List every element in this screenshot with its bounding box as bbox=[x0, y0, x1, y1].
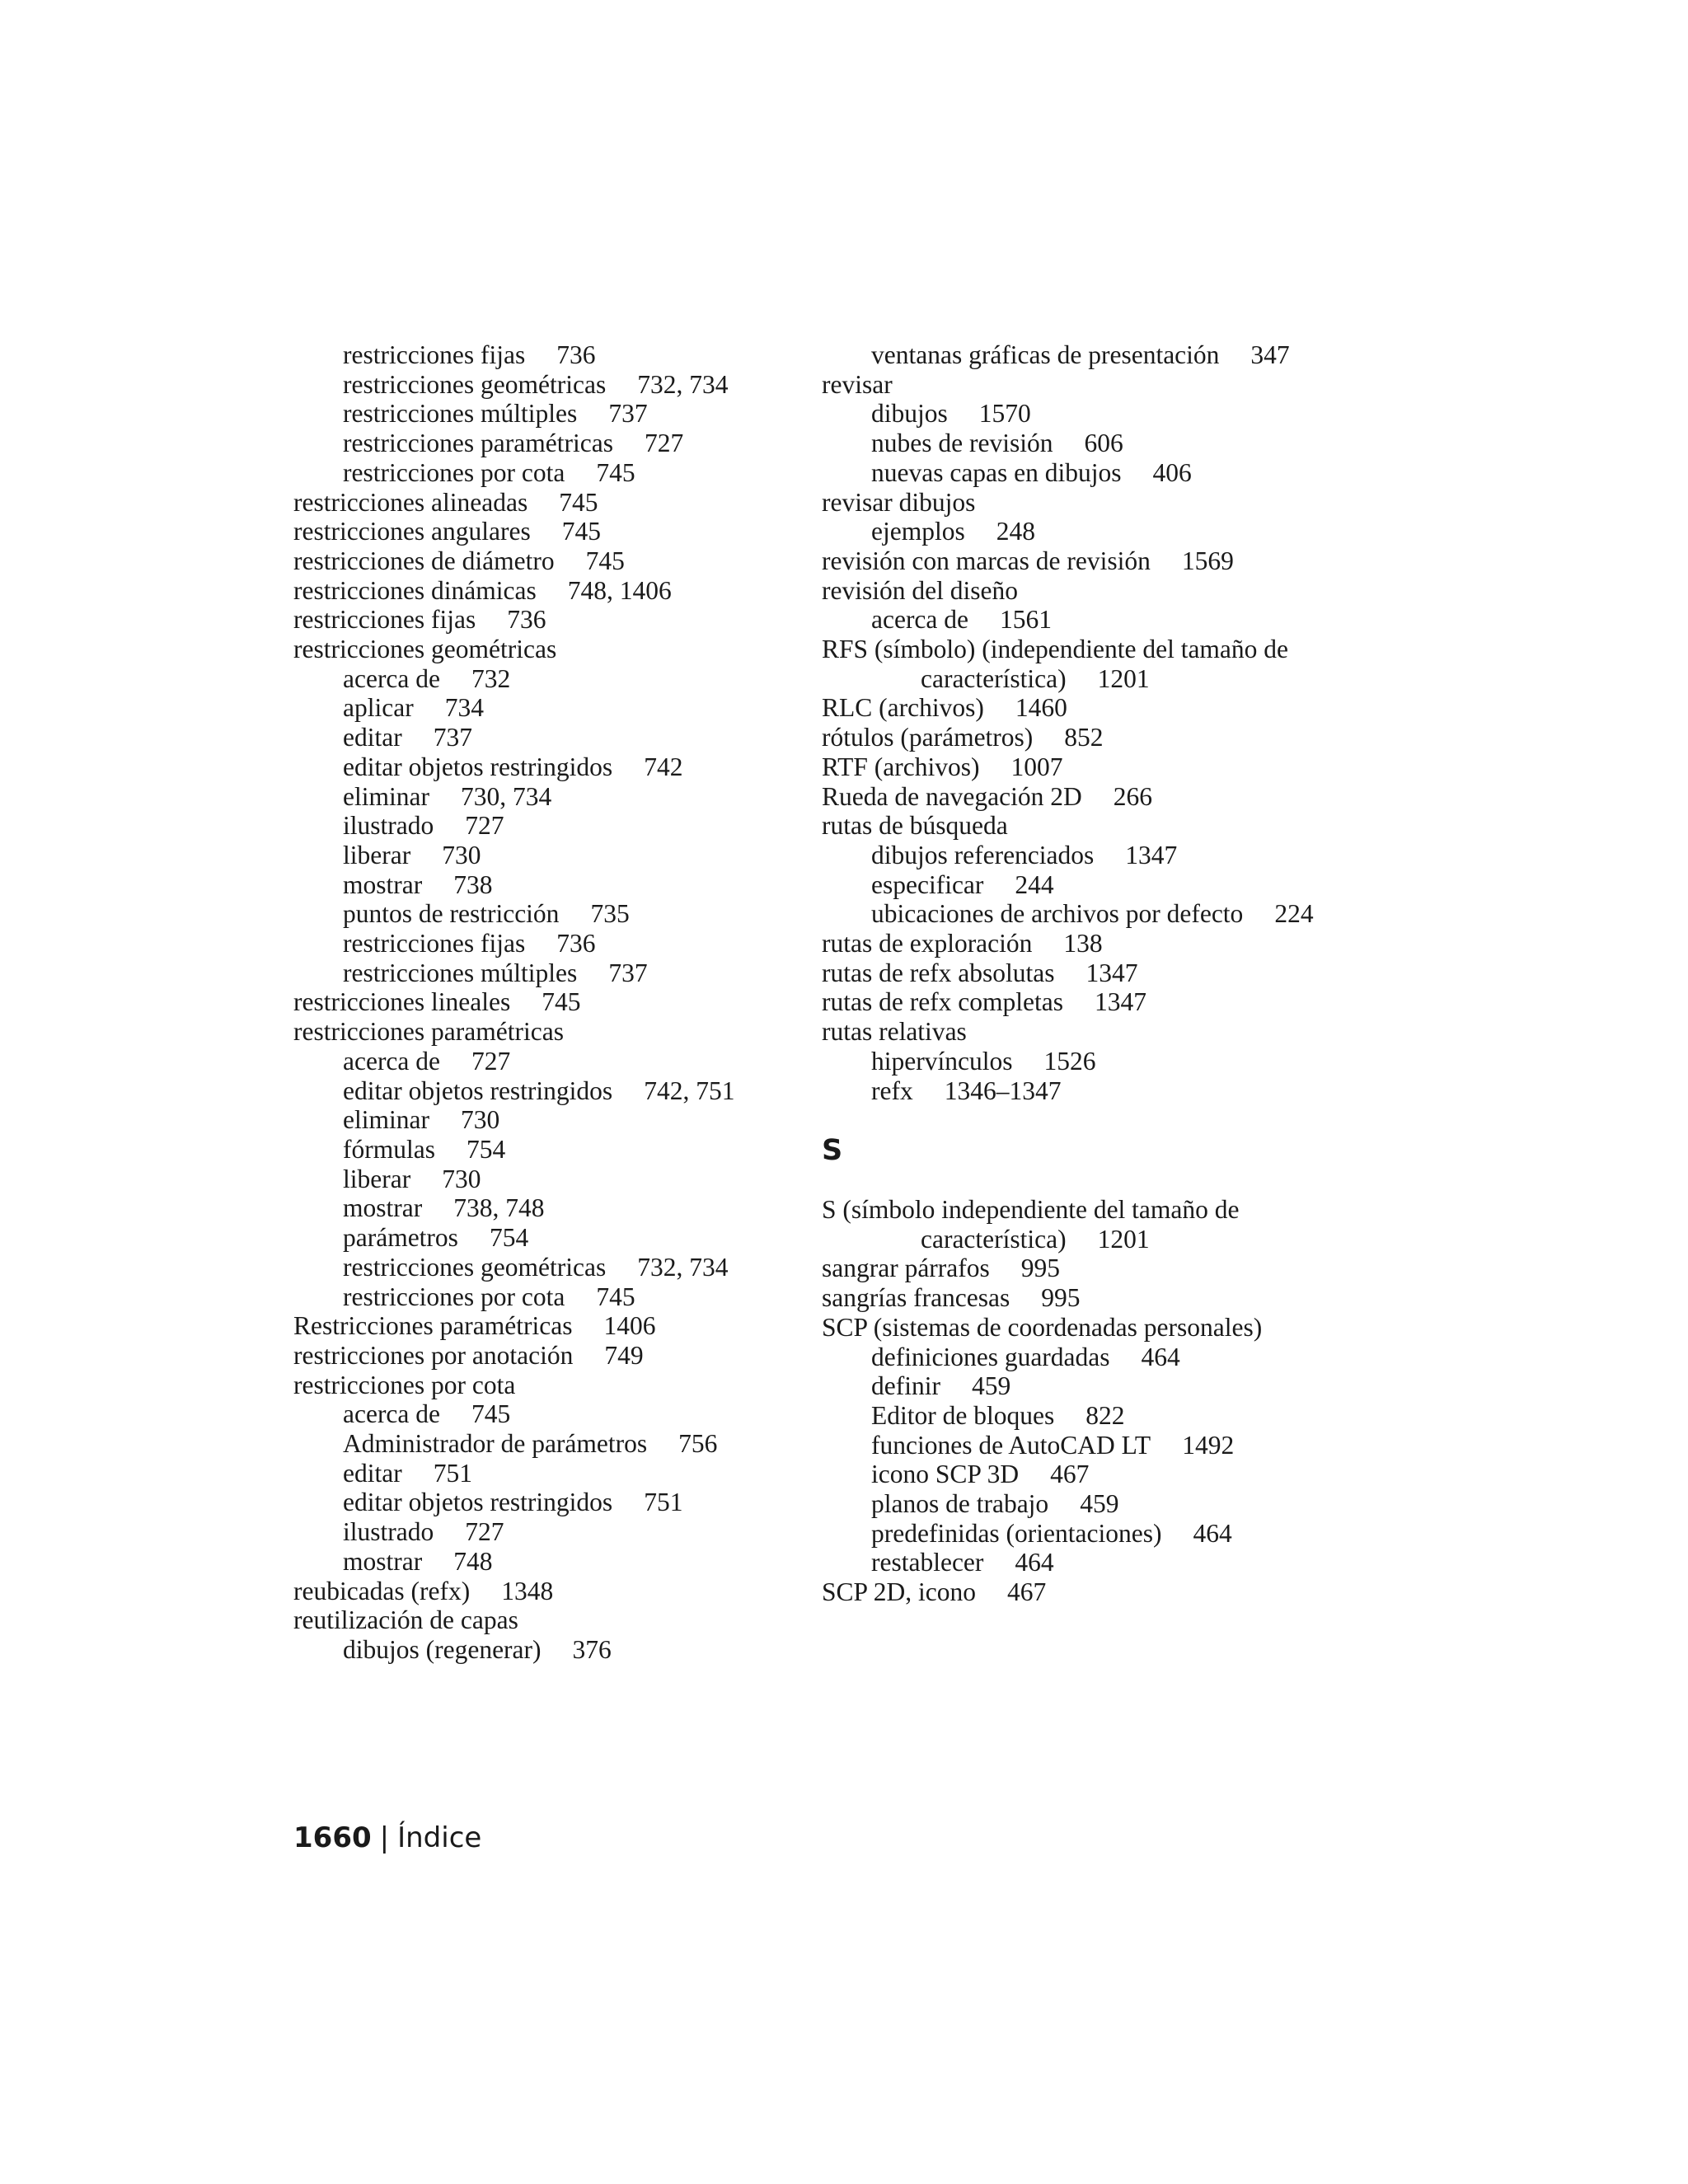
index-page-ref: 266 bbox=[1113, 781, 1153, 811]
index-entry bbox=[822, 370, 1349, 400]
index-page-ref: 995 bbox=[1020, 1254, 1061, 1283]
index-page-ref: 1570 bbox=[978, 399, 1031, 429]
index-column-right bbox=[822, 340, 1349, 1607]
index-page-ref: 1347 bbox=[1085, 958, 1138, 987]
index-term: restricciones fijas bbox=[343, 340, 526, 369]
index-entry bbox=[822, 1460, 1349, 1489]
index-term: rutas de exploración bbox=[822, 929, 1033, 958]
index-page-ref: 737 bbox=[433, 723, 472, 752]
index-term: acerca de bbox=[343, 1399, 441, 1429]
index-entry bbox=[293, 429, 788, 458]
index-entry bbox=[822, 1343, 1349, 1372]
index-entry bbox=[293, 752, 788, 782]
index-entry bbox=[822, 987, 1349, 1017]
index-entry bbox=[293, 1635, 788, 1665]
index-entry bbox=[822, 723, 1349, 752]
index-page-ref: 727 bbox=[471, 1046, 511, 1076]
index-page-ref: 1347 bbox=[1095, 987, 1147, 1017]
index-page-ref: 1201 bbox=[1097, 663, 1150, 693]
index-page-ref: 464 bbox=[1193, 1518, 1232, 1548]
index-page-ref: 1526 bbox=[1043, 1046, 1096, 1076]
index-term: rutas de refx completas bbox=[822, 987, 1064, 1017]
index-entry bbox=[293, 1193, 788, 1223]
index-term: RLC (archivos) bbox=[822, 693, 984, 723]
index-term: dibujos (regenerar) bbox=[343, 1634, 542, 1664]
index-entry bbox=[293, 1429, 788, 1459]
index-page-ref: 244 bbox=[1015, 869, 1054, 899]
index-term: mostrar bbox=[343, 869, 423, 899]
index-term: restricciones por cota bbox=[343, 457, 565, 487]
index-page-ref: 749 bbox=[604, 1340, 644, 1370]
index-term: funciones de AutoCAD LT bbox=[871, 1430, 1151, 1460]
index-page-ref: 745 bbox=[559, 487, 598, 517]
index-term: editar bbox=[343, 723, 402, 752]
footer-separator: | bbox=[379, 1821, 390, 1854]
index-page-ref: 406 bbox=[1152, 457, 1192, 487]
index-entry bbox=[293, 1135, 788, 1165]
index-entry bbox=[293, 340, 788, 370]
index-entry bbox=[293, 841, 788, 870]
index-term: revisión con marcas de revisión bbox=[822, 546, 1151, 575]
index-entry bbox=[822, 429, 1349, 458]
index-entry bbox=[293, 1076, 788, 1106]
index-page-ref: 727 bbox=[465, 811, 504, 841]
index-page-ref: 737 bbox=[608, 399, 648, 429]
index-term: restricciones de diámetro bbox=[293, 546, 555, 575]
index-entry bbox=[293, 1165, 788, 1194]
index-page-ref: 248 bbox=[996, 517, 1035, 546]
index-page-ref: 347 bbox=[1250, 340, 1290, 369]
index-page-ref: 735 bbox=[590, 899, 630, 929]
index-page-ref: 464 bbox=[1015, 1548, 1054, 1577]
index-page-ref: 376 bbox=[572, 1634, 612, 1664]
index-page-ref: 1346–1347 bbox=[944, 1076, 1062, 1105]
index-page-ref: 1569 bbox=[1181, 546, 1234, 575]
index-page-ref: 1348 bbox=[501, 1576, 554, 1605]
index-page-ref: 751 bbox=[433, 1458, 472, 1488]
index-page-ref: 732, 734 bbox=[637, 369, 729, 399]
index-term: editar bbox=[343, 1458, 402, 1488]
index-entry bbox=[822, 1519, 1349, 1549]
index-page-ref: 1007 bbox=[1010, 752, 1063, 781]
index-term: parámetros bbox=[343, 1223, 458, 1253]
index-entry bbox=[822, 1017, 1349, 1047]
index-entry bbox=[293, 870, 788, 900]
index-term: definir bbox=[871, 1371, 940, 1401]
index-entry bbox=[293, 1459, 788, 1488]
index-page-ref: 754 bbox=[466, 1134, 506, 1164]
page-footer bbox=[293, 1821, 481, 1854]
index-entry bbox=[822, 458, 1349, 488]
index-term: revisar bbox=[822, 369, 893, 399]
index-page-ref: 748 bbox=[453, 1546, 493, 1576]
index-term: especificar bbox=[871, 869, 984, 899]
index-term: ilustrado bbox=[343, 811, 434, 841]
index-column-left bbox=[293, 340, 788, 1665]
index-term: rutas relativas bbox=[822, 1017, 967, 1047]
index-term: restricciones alineadas bbox=[293, 487, 528, 517]
index-entry bbox=[822, 811, 1349, 841]
index-term: restricciones geométricas bbox=[343, 1252, 607, 1282]
index-entry bbox=[293, 693, 788, 723]
index-term: restricciones lineales bbox=[293, 987, 511, 1017]
index-entry bbox=[293, 517, 788, 546]
index-page-ref: 730 bbox=[460, 1105, 500, 1135]
index-term: acerca de bbox=[343, 663, 441, 693]
index-term: liberar bbox=[343, 1164, 411, 1193]
index-term: rutas de refx absolutas bbox=[822, 958, 1055, 987]
index-page-ref: 736 bbox=[507, 605, 546, 635]
index-entry bbox=[293, 1577, 788, 1606]
index-term: restricciones angulares bbox=[293, 517, 531, 546]
index-page-ref: 1347 bbox=[1125, 840, 1178, 869]
index-page-ref: 756 bbox=[678, 1429, 718, 1459]
index-page-ref: 734 bbox=[444, 693, 484, 723]
index-entry bbox=[822, 929, 1349, 958]
index-term: ilustrado bbox=[343, 1517, 434, 1547]
index-page-ref: 736 bbox=[556, 340, 596, 369]
index-entry bbox=[822, 1047, 1349, 1076]
index-page-ref: 730, 734 bbox=[460, 781, 552, 811]
index-entry bbox=[822, 517, 1349, 546]
index-page-ref: 742 bbox=[644, 752, 683, 781]
index-page-ref: 738, 748 bbox=[453, 1193, 545, 1223]
index-term: reubicadas (refx) bbox=[293, 1576, 471, 1605]
index-entry bbox=[293, 1547, 788, 1577]
index-term: ejemplos bbox=[871, 517, 965, 546]
index-term: RFS (símbolo) (independiente del tamaño de característica) bbox=[822, 635, 1289, 693]
index-entry bbox=[822, 1577, 1349, 1607]
index-term: hipervínculos bbox=[871, 1046, 1013, 1076]
index-entry bbox=[293, 1047, 788, 1076]
footer-section-title: Índice bbox=[397, 1821, 482, 1854]
index-entry bbox=[822, 870, 1349, 900]
index-term: fórmulas bbox=[343, 1134, 435, 1164]
index-page-ref: 1561 bbox=[1000, 605, 1053, 635]
index-entry bbox=[293, 1341, 788, 1371]
index-term: SCP 2D, icono bbox=[822, 1577, 976, 1607]
index-page-ref: 745 bbox=[542, 987, 581, 1017]
index-entry bbox=[822, 1371, 1349, 1401]
index-page-ref: 742, 751 bbox=[644, 1076, 735, 1105]
index-entry bbox=[293, 929, 788, 958]
index-term: restricciones por anotación bbox=[293, 1340, 574, 1370]
index-page-ref: 745 bbox=[596, 457, 635, 487]
index-term: acerca de bbox=[343, 1046, 441, 1076]
index-entry bbox=[293, 1282, 788, 1312]
index-term: Administrador de parámetros bbox=[343, 1429, 648, 1459]
index-term: nuevas capas en dibujos bbox=[871, 457, 1122, 487]
index-term: nubes de revisión bbox=[871, 429, 1053, 458]
index-term: editar objetos restringidos bbox=[343, 1488, 613, 1517]
index-term: restricciones geométricas bbox=[343, 369, 607, 399]
index-entry bbox=[293, 370, 788, 400]
index-entry bbox=[293, 987, 788, 1017]
index-entry bbox=[293, 1517, 788, 1547]
index-entry bbox=[822, 899, 1349, 929]
index-term: restricciones paramétricas bbox=[343, 429, 613, 458]
index-entry bbox=[822, 1548, 1349, 1577]
index-entry bbox=[822, 340, 1349, 370]
index-term: icono SCP 3D bbox=[871, 1460, 1020, 1489]
index-term: planos de trabajo bbox=[871, 1489, 1049, 1519]
index-page-ref: 464 bbox=[1141, 1342, 1180, 1371]
index-page-ref: 1406 bbox=[603, 1311, 656, 1341]
index-page-ref: 727 bbox=[465, 1517, 504, 1547]
index-page-ref: 737 bbox=[608, 958, 648, 987]
index-term: eliminar bbox=[343, 1105, 429, 1135]
page-number: 1660 bbox=[293, 1821, 372, 1854]
index-page-ref: 732 bbox=[471, 663, 511, 693]
index-term: sangrías francesas bbox=[822, 1283, 1010, 1313]
index-entry bbox=[293, 664, 788, 694]
index-page-ref: 745 bbox=[471, 1399, 511, 1429]
index-page-ref: 1460 bbox=[1015, 693, 1067, 723]
index-term: refx bbox=[871, 1076, 913, 1105]
index-term: sangrar párrafos bbox=[822, 1254, 990, 1283]
index-term: restablecer bbox=[871, 1548, 984, 1577]
index-entry bbox=[822, 1254, 1349, 1283]
index-page-ref: 224 bbox=[1274, 899, 1314, 929]
index-entry bbox=[293, 546, 788, 576]
index-page-ref: 467 bbox=[1007, 1577, 1047, 1607]
index-term: liberar bbox=[343, 840, 411, 869]
index-term: restricciones múltiples bbox=[343, 958, 578, 987]
index-term: Restricciones paramétricas bbox=[293, 1311, 573, 1341]
index-entry bbox=[293, 958, 788, 988]
index-page-ref: 745 bbox=[561, 517, 601, 546]
index-entry bbox=[822, 635, 1349, 693]
index-term: mostrar bbox=[343, 1546, 423, 1576]
index-term: mostrar bbox=[343, 1193, 423, 1223]
index-term: Editor de bloques bbox=[871, 1400, 1055, 1430]
index-term: rótulos (parámetros) bbox=[822, 723, 1034, 752]
index-entry bbox=[822, 1489, 1349, 1519]
index-term: editar objetos restringidos bbox=[343, 752, 613, 781]
index-page-ref: 138 bbox=[1063, 929, 1103, 958]
index-term: restricciones dinámicas bbox=[293, 575, 537, 605]
index-page-ref: 727 bbox=[644, 429, 684, 458]
index-term: SCP (sistemas de coordenadas personales) bbox=[822, 1312, 1263, 1342]
index-term: eliminar bbox=[343, 781, 429, 811]
index-page-ref: 738 bbox=[453, 869, 493, 899]
index-term: predefinidas (orientaciones) bbox=[871, 1518, 1162, 1548]
index-term: rutas de búsqueda bbox=[822, 811, 1008, 841]
index-term: restricciones fijas bbox=[293, 605, 476, 635]
index-entry bbox=[822, 693, 1349, 723]
index-entry bbox=[822, 576, 1349, 606]
index-entry bbox=[293, 1017, 788, 1047]
index-entry bbox=[293, 605, 788, 635]
index-entry bbox=[293, 723, 788, 752]
index-term: dibujos referenciados bbox=[871, 840, 1095, 869]
index-entry bbox=[293, 399, 788, 429]
index-term: ventanas gráficas de presentación bbox=[871, 340, 1220, 369]
index-page-ref: 732, 734 bbox=[637, 1252, 729, 1282]
index-entry bbox=[822, 399, 1349, 429]
index-entry bbox=[293, 1223, 788, 1253]
index-page-ref: 730 bbox=[442, 840, 481, 869]
index-entry bbox=[293, 1605, 788, 1635]
index-term: dibujos bbox=[871, 399, 948, 429]
index-entry bbox=[293, 635, 788, 664]
index-entry bbox=[293, 1105, 788, 1135]
index-term: editar objetos restringidos bbox=[343, 1076, 613, 1105]
index-entry bbox=[822, 958, 1349, 988]
index-term: definiciones guardadas bbox=[871, 1342, 1110, 1371]
index-group-r bbox=[822, 340, 1349, 1105]
index-page-ref: 1201 bbox=[1097, 1224, 1150, 1254]
index-page-ref: 459 bbox=[1080, 1489, 1119, 1519]
index-page-ref: 459 bbox=[971, 1371, 1011, 1401]
index-term: revisión del diseño bbox=[822, 575, 1018, 605]
index-term: restricciones por cota bbox=[343, 1282, 565, 1311]
index-entry bbox=[822, 1313, 1349, 1343]
index-term: restricciones múltiples bbox=[343, 399, 578, 429]
index-page-ref: 995 bbox=[1041, 1283, 1081, 1313]
index-entry bbox=[293, 1488, 788, 1517]
index-entry bbox=[293, 1311, 788, 1341]
index-entry bbox=[293, 458, 788, 488]
index-entry bbox=[293, 576, 788, 606]
index-page-ref: 606 bbox=[1084, 429, 1123, 458]
index-entry bbox=[293, 1253, 788, 1282]
index-entry bbox=[822, 605, 1349, 635]
index-page-ref: 745 bbox=[585, 546, 625, 575]
index-entry bbox=[822, 1431, 1349, 1460]
index-entry bbox=[822, 752, 1349, 782]
index-entry bbox=[822, 782, 1349, 812]
index-entry bbox=[293, 1399, 788, 1429]
index-term: ubicaciones de archivos por defecto bbox=[871, 899, 1244, 929]
index-entry bbox=[293, 1371, 788, 1400]
index-term: reutilización de capas bbox=[293, 1605, 518, 1635]
index-entry bbox=[822, 1076, 1349, 1106]
index-group-s bbox=[822, 1195, 1349, 1607]
index-term: revisar dibujos bbox=[822, 487, 976, 517]
index-page-ref: 751 bbox=[644, 1488, 683, 1517]
section-letter-heading: S bbox=[822, 1134, 843, 1168]
index-entry bbox=[293, 811, 788, 841]
index-term: restricciones geométricas bbox=[293, 635, 557, 664]
index-entry bbox=[822, 841, 1349, 870]
index-term: Rueda de navegación 2D bbox=[822, 781, 1082, 811]
index-entry bbox=[293, 488, 788, 518]
index-page-ref: 736 bbox=[556, 929, 596, 958]
index-term: restricciones fijas bbox=[343, 929, 526, 958]
index-entry bbox=[293, 782, 788, 812]
index-page-ref: 467 bbox=[1050, 1460, 1090, 1489]
index-term: puntos de restricción bbox=[343, 899, 560, 929]
index-entry bbox=[822, 1283, 1349, 1313]
index-page-ref: 754 bbox=[489, 1223, 529, 1253]
index-page-ref: 748, 1406 bbox=[567, 575, 672, 605]
index-page-ref: 730 bbox=[442, 1164, 481, 1193]
index-entry bbox=[822, 546, 1349, 576]
index-page-ref: 1492 bbox=[1182, 1430, 1235, 1460]
index-page-ref: 852 bbox=[1064, 723, 1104, 752]
index-page-ref: 745 bbox=[596, 1282, 635, 1311]
index-entry bbox=[822, 1195, 1349, 1254]
index-page-ref: 822 bbox=[1085, 1400, 1125, 1430]
index-term: restricciones por cota bbox=[293, 1370, 516, 1399]
index-entry bbox=[293, 899, 788, 929]
index-entry bbox=[822, 1401, 1349, 1431]
index-term: RTF (archivos) bbox=[822, 752, 980, 781]
index-term: acerca de bbox=[871, 605, 969, 635]
index-term: restricciones paramétricas bbox=[293, 1017, 564, 1047]
index-term: aplicar bbox=[343, 693, 414, 723]
index-entry bbox=[822, 488, 1349, 518]
index-term: S (símbolo independiente del tamaño de característica) bbox=[822, 1194, 1240, 1254]
